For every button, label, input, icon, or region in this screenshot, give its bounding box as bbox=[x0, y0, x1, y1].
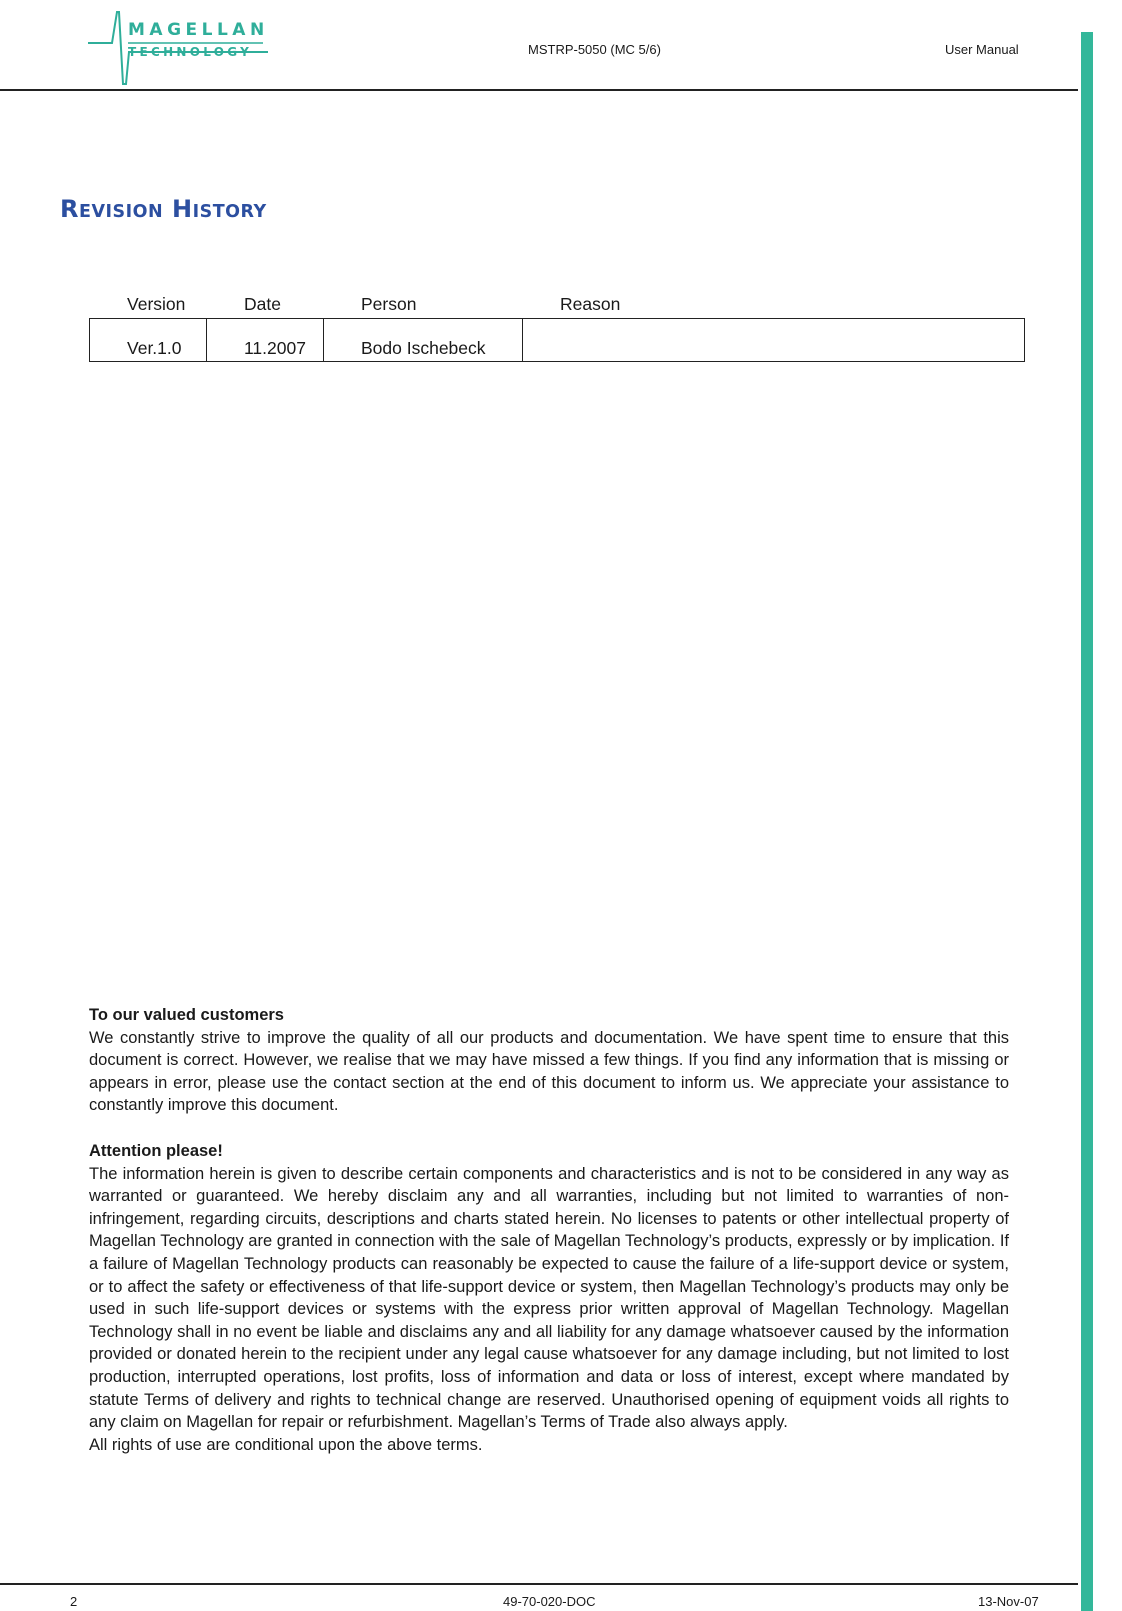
customers-notice-heading: To our valued customers bbox=[89, 1006, 284, 1024]
attention-notice bbox=[89, 1140, 1009, 1456]
page-title bbox=[60, 195, 267, 223]
footer-doc-number: 49-70-020-DOC bbox=[503, 1594, 596, 1609]
title-initial-r: R bbox=[60, 195, 79, 223]
title-rest-istory: ISTORY bbox=[192, 202, 267, 222]
page-number: 2 bbox=[70, 1594, 78, 1609]
attention-notice-closing: All rights of use are conditional upon the above terms. bbox=[89, 1435, 483, 1454]
customers-notice-body: We constantly strive to improve the quality of all our products and documentation. We have spent time to ensure that this document is correct. However, we realise that we may have missed a few things. If you find any information that is missing or appears in error, please use the contact section at the end of this document to inform us. We appreciate your assistance to constantly improve this document. bbox=[89, 1028, 1009, 1115]
column-header-person: Person bbox=[361, 294, 417, 314]
attention-notice-body: The information herein is given to describe certain components and characteristics and is not to be considered in any way as warranted or guaranteed. We hereby disclaim any and all warranties, including but not limited to warranties of non-infringement, regarding circuits, descriptions and charts stated herein. No licenses to patents or other intellectual property of Magellan Technology are granted in connection with the sale of Magellan Technology’s products, expressly or by implication. If a failure of Magellan Technology products can reasonably be expected to cause the failure of a life-support device or system, or to affect the safety or effectiveness of that life-support device or system, then Magellan Technology’s products may only be used in such life-support devices or systems with the express prior written approval of Magellan Technology. Magellan Technology shall in no event be liable and disclaims any and all liability for any damage whatsoever caused by the information provided or donated herein to the recipient under any legal cause whatsoever for any damage including, but not limited to lost production, interrupted operations, lost profits, loss of information and data or loss of interest, except where mandated by statute Terms of delivery and rights to technical change are reserved. Unauthorised opening of equipment voids all rights to any claim on Magellan for repair or refurbishment. Magellan’s Terms of Trade also always apply. bbox=[89, 1164, 1009, 1432]
side-accent-bar bbox=[1081, 32, 1093, 1611]
table-row-date: 11.2007 bbox=[244, 338, 306, 358]
document-type: User Manual bbox=[945, 42, 1019, 57]
table-row-person: Bodo Ischebeck bbox=[361, 338, 486, 358]
logo-wordmark-technology: TECHNOLOGY bbox=[128, 45, 253, 59]
title-initial-h: H bbox=[172, 195, 193, 223]
column-header-date: Date bbox=[244, 294, 281, 314]
customers-notice bbox=[89, 1004, 1009, 1117]
footer-date: 13-Nov-07 bbox=[978, 1594, 1039, 1609]
logo-wordmark-magellan: MAGELLAN bbox=[128, 20, 269, 40]
title-rest-evision: EVISION bbox=[78, 202, 164, 222]
document-code: MSTRP-5050 (MC 5/6) bbox=[528, 42, 661, 57]
column-header-version: Version bbox=[127, 294, 186, 314]
attention-notice-heading: Attention please! bbox=[89, 1142, 223, 1160]
table-row-version: Ver.1.0 bbox=[127, 338, 182, 358]
column-header-reason: Reason bbox=[560, 294, 621, 314]
header-divider bbox=[0, 89, 1078, 91]
footer-divider bbox=[0, 1583, 1078, 1585]
revision-table bbox=[89, 318, 1025, 362]
